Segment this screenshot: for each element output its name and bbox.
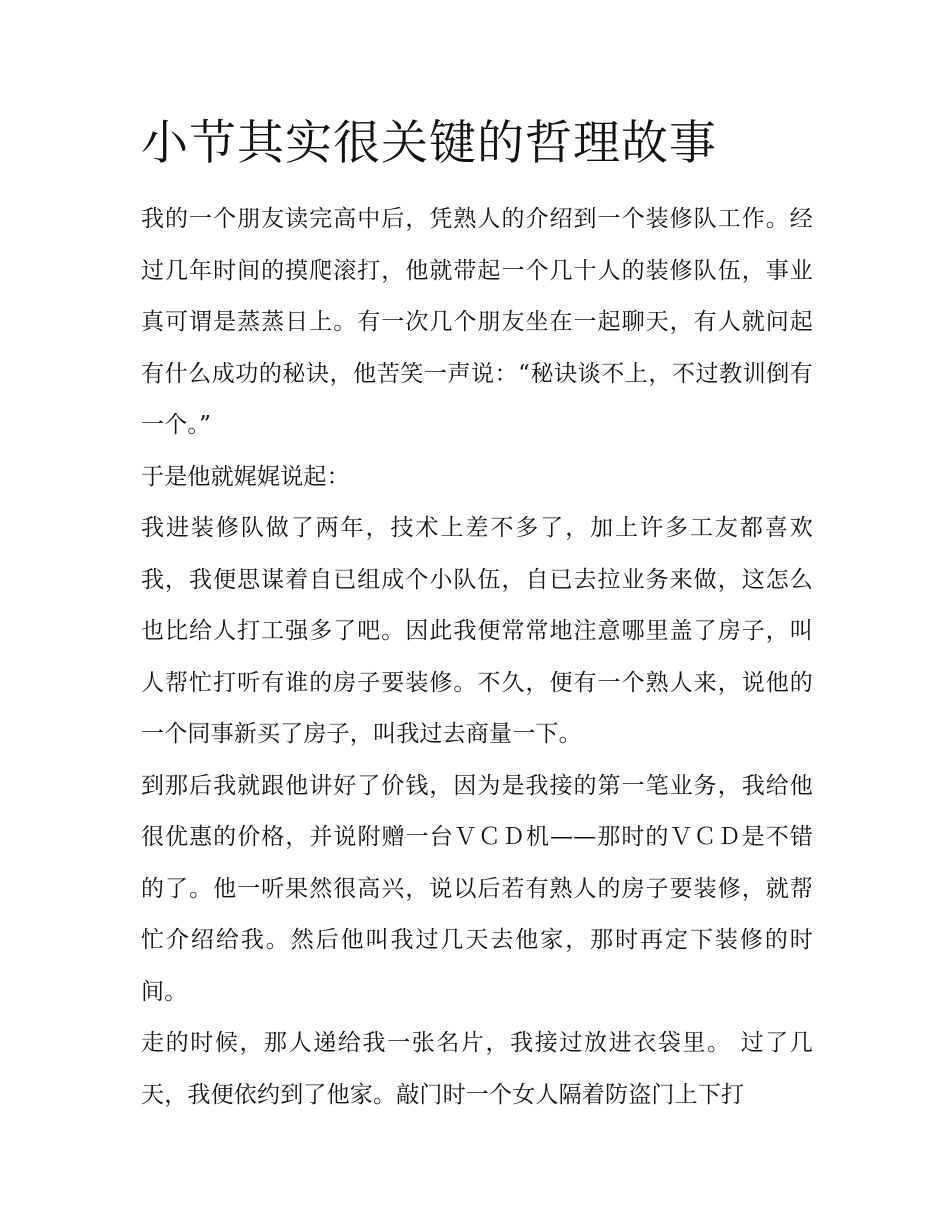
paragraph-5: 走的时候，那人递给我一张名片，我接过放进衣袋里。 过了几天，我便依约到了他家。敲门时一个女人隔着防盗门上下打 (141, 1030, 813, 1108)
paragraph-2: 于是他就娓娓说起： (141, 463, 350, 490)
document-title: 小节其实很关键的哲理故事 (141, 116, 717, 171)
paragraph-3: 我进装修队做了两年，技术上差不多了，加上许多工友都喜欢我，我便思谋着自已组成个小队伍，自已去拉业务来做，这怎么也比给人打工强多了吧。因此我便常常地注意哪里盖了房子，叫人帮忙打听有谁的房子要装修。不久，便有一个熟人来，说他的一个同事新买了房子，叫我过去商量一下。 (141, 515, 813, 747)
paragraph-4: 到那后我就跟他讲好了价钱，因为是我接的第一笔业务，我给他很优惠的价格，并说附赠一台ＶＣＤ机——那时的ＶＣＤ是不错的了。他一听果然很高兴，说以后若有熟人的房子要装修，就帮忙介绍给我。然后他叫我过几天去他家，那时再定下装修的时间。 (141, 772, 813, 1005)
paragraph-1: 我的一个朋友读完高中后，凭熟人的介绍到一个装修队工作。经过几年时间的摸爬滚打，他就带起一个几十人的装修队伍，事业真可谓是蒸蒸日上。有一次几个朋友坐在一起聊天，有人就问起有什么成功的秘诀，他苦笑一声说：“秘诀谈不上，不过教训倒有一个。” (141, 206, 813, 438)
document-page (141, 112, 813, 1121)
